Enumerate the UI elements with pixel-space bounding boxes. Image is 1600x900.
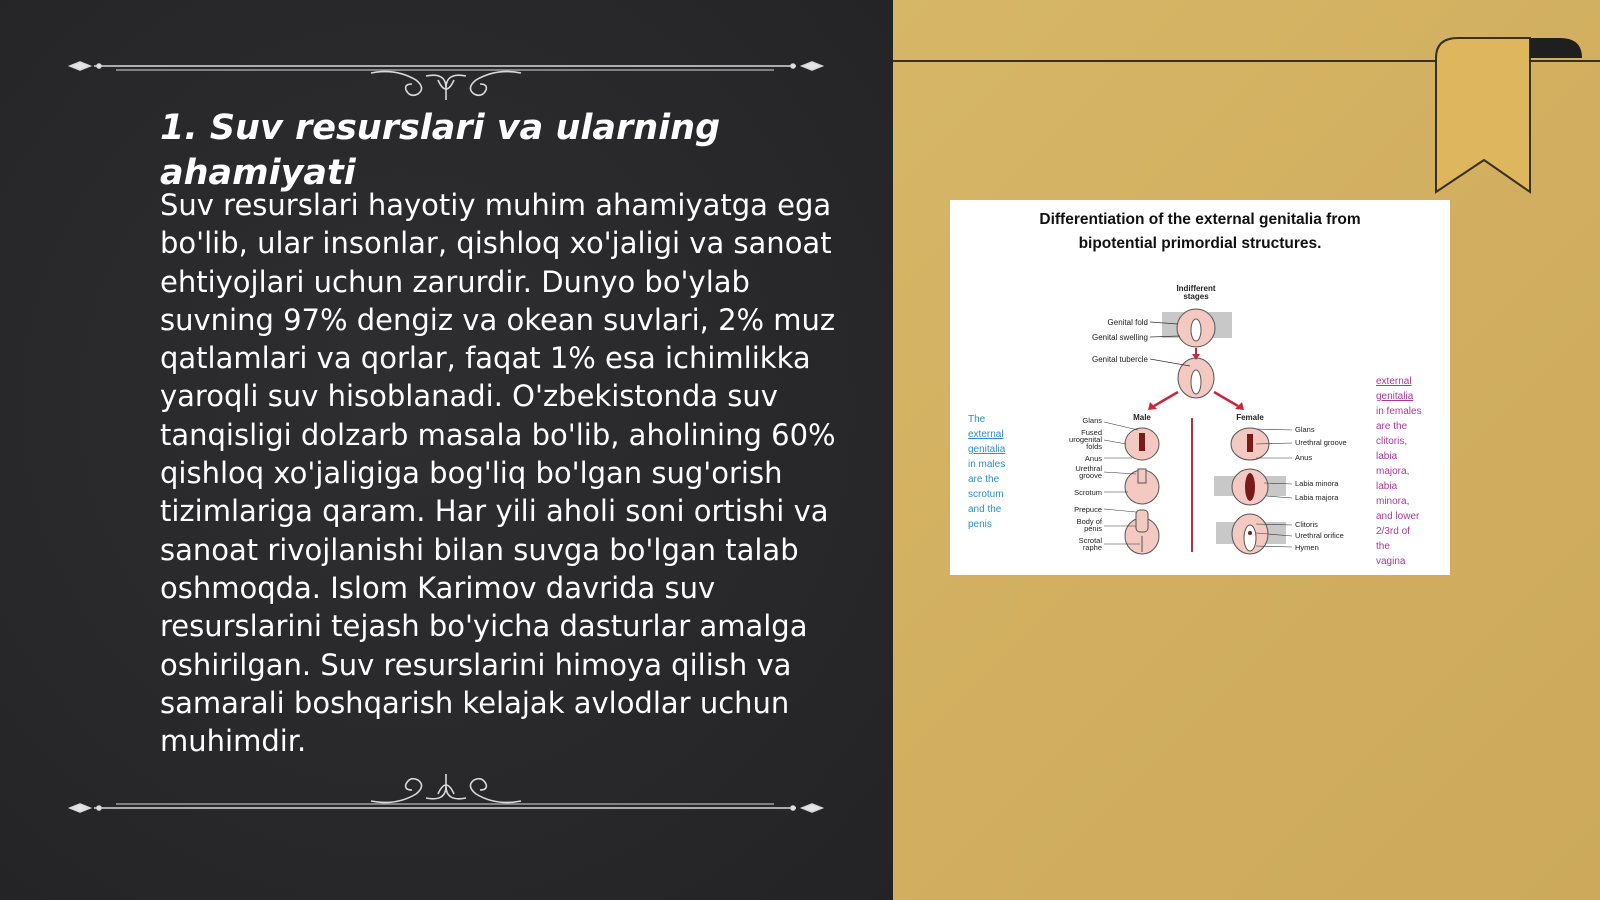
male-note-link-genitalia[interactable]: genitalia <box>968 444 1006 455</box>
female-note-line5: majora, <box>1376 466 1410 477</box>
female-note-line10: the <box>1376 541 1390 552</box>
bottom-ornament-divider <box>66 774 826 824</box>
genital-swelling-label: Genital swelling <box>1091 333 1148 342</box>
female-labia-majora-label: Labia majora <box>1295 493 1339 502</box>
male-note-line1: in males <box>968 459 1006 470</box>
male-note-line5: penis <box>968 519 992 530</box>
female-labia-minora-label: Labia minora <box>1295 479 1339 488</box>
male-note-line4: and the <box>968 504 1002 515</box>
male-scrotum-label: Scrotum <box>1074 488 1102 497</box>
female-note-line6: labia <box>1376 481 1398 492</box>
female-note-line11: vagina <box>1376 556 1406 567</box>
female-anus-label: Anus <box>1295 453 1313 462</box>
indifferent-label: Indifferent <box>1176 284 1216 293</box>
bookmark-ribbon-icon <box>1430 34 1600 204</box>
diagram-figure <box>950 200 1450 575</box>
male-note-link-external[interactable]: external <box>968 429 1004 440</box>
figure-title-line2: bipotential primordial structures. <box>1078 235 1322 252</box>
male-note-line3: scrotum <box>968 489 1004 500</box>
male-anus-label: Anus <box>1084 454 1102 463</box>
female-note-line8: and lower <box>1376 511 1420 522</box>
male-fused-label-3: folds <box>1086 442 1102 451</box>
female-note-line3: clitoris, <box>1376 436 1408 447</box>
female-note-line1: in females <box>1376 406 1422 417</box>
top-ornament-divider <box>66 50 826 100</box>
genital-fold-label: Genital fold <box>1107 318 1148 327</box>
female-hymen-label: Hymen <box>1295 543 1319 552</box>
female-note-link-external[interactable]: external <box>1376 376 1412 387</box>
female-urethral-groove-label: Urethral groove <box>1295 438 1347 447</box>
female-note-line9: 2/3rd of <box>1376 526 1410 537</box>
male-prepuce-label: Prepuce <box>1074 505 1102 514</box>
male-scrotal-label-2: raphe <box>1082 543 1102 552</box>
figure-title-line1: Differentiation of the external genitalia from <box>1039 211 1361 228</box>
male-scrotal-label-1: Scrotal <box>1078 536 1102 545</box>
male-urethral-label-1: Urethral <box>1075 464 1102 473</box>
male-note-the: The <box>968 414 986 425</box>
slide-body-text: Suv resurslari hayotiy muhim ahamiyatga ega bo'lib, ular insonlar, qishloq xo'jaligi va sanoat ehtiyojlari uchun zarurdir. Dunyo bo'ylab suvning 97% dengiz va okean suvlari, 2% muz qatlamlari va qorlar, faqat 1% esa ichimlikka yaroqli suv hisoblanadi. O'zbekistonda suv tanqisligi dolzarb masala bo'lib, aholining 60% qishloq xo'jaligiga bog'liq bo'lgan sug'orish tizimlariga qaram. Har yili aholi soni ortishi va sanoat rivojlanishi bilan suvga bo'lgan talab oshmoqda. Islom Karimov davrida suv resurslarini tejash bo'yicha dasturlar amalga oshirilgan. Suv resurslarini himoya qilish va samarali boshqarish kelajak avlodlar uchun muhimdir. <box>160 188 836 759</box>
female-note-line7: minora, <box>1376 496 1410 507</box>
male-fused-label-1: Fused <box>1081 428 1102 437</box>
female-note-link-genitalia[interactable]: genitalia <box>1376 391 1414 402</box>
female-note-line2: are the <box>1376 421 1408 432</box>
male-body-label-2: penis <box>1084 524 1102 533</box>
female-header: Female <box>1236 413 1264 422</box>
male-caption-note <box>968 412 1018 532</box>
male-header: Male <box>1133 413 1151 422</box>
male-glans-label: Glans <box>1082 416 1102 425</box>
embryology-diagram <box>950 200 1450 575</box>
female-note-line4: labia <box>1376 451 1398 462</box>
female-urethral-orifice-label: Urethral orifice <box>1295 531 1344 540</box>
stages-label: stages <box>1183 292 1209 301</box>
male-body-label-1: Body of <box>1076 517 1102 526</box>
female-clitoris-label: Clitoris <box>1295 520 1318 529</box>
genital-tubercle-label: Genital tubercle <box>1091 355 1148 364</box>
female-caption-note <box>1376 374 1436 569</box>
slide-title: 1. Suv resurslari va ularning ahamiyati <box>160 108 721 193</box>
male-fused-label-2: urogenital <box>1069 435 1102 444</box>
male-note-line2: are the <box>968 474 1000 485</box>
female-glans-label: Glans <box>1295 425 1315 434</box>
male-urethral-label-2: groove <box>1079 471 1102 480</box>
